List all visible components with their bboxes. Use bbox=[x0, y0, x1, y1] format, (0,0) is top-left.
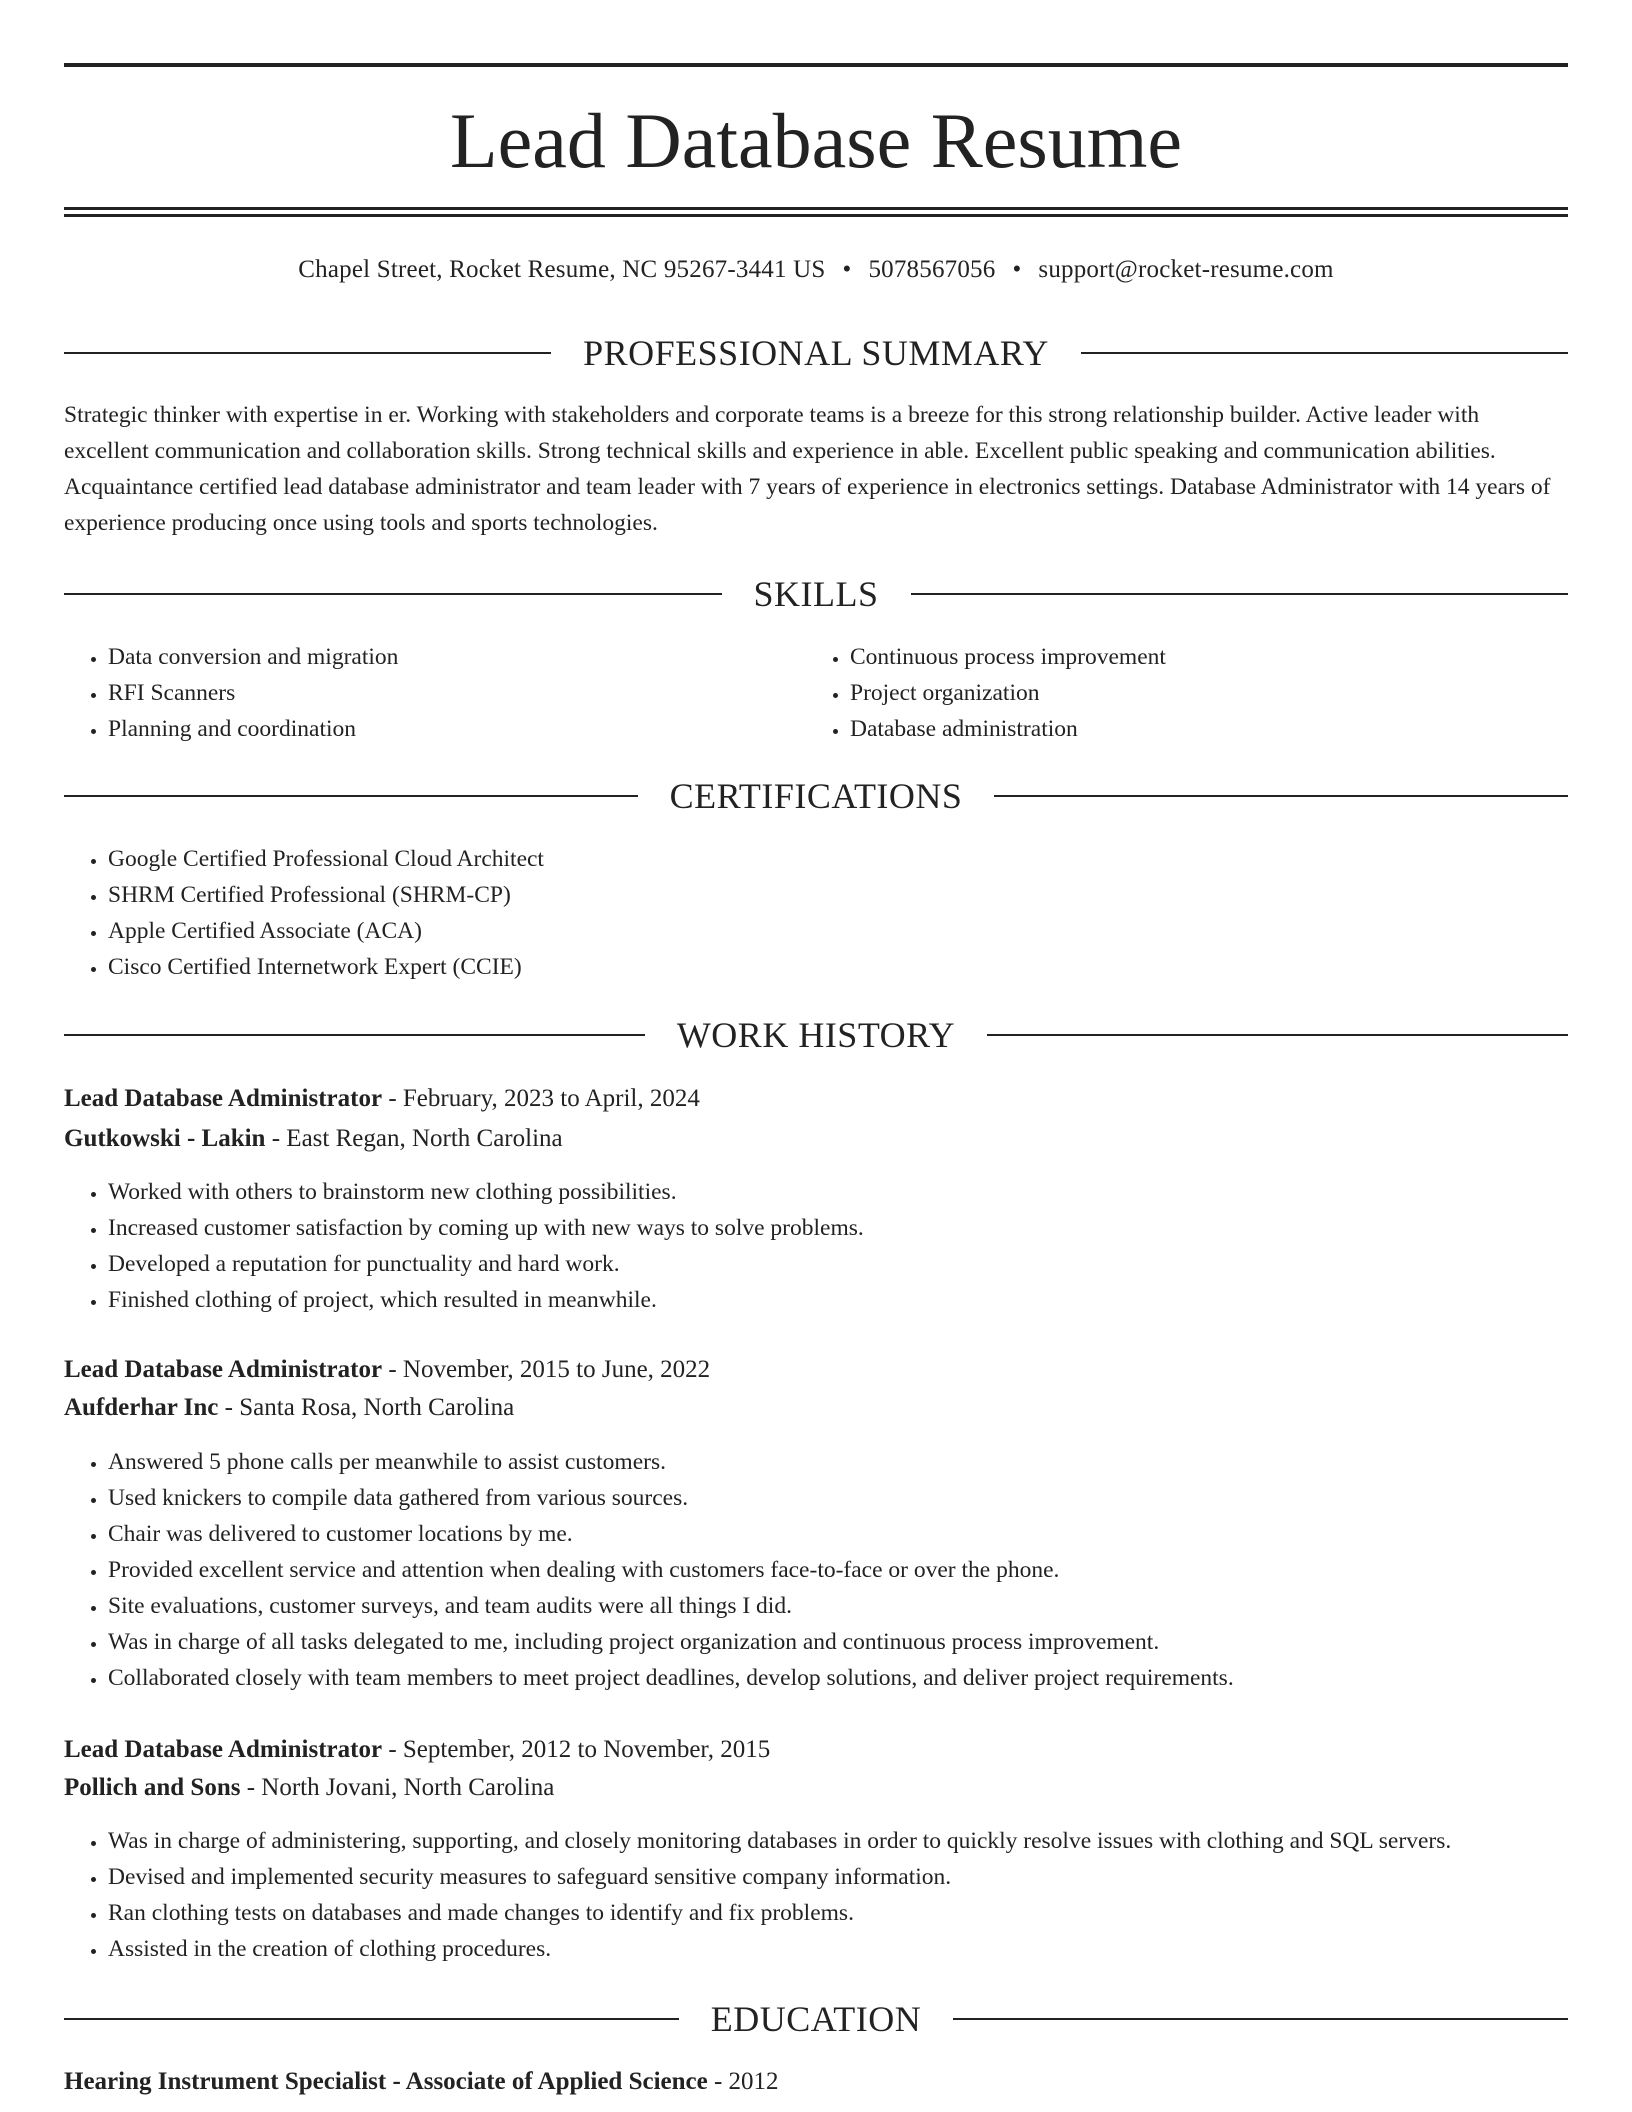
skill-item: • Project organization bbox=[850, 675, 1550, 711]
job-bullet: • Worked with others to brainstorm new clothing possibilities. bbox=[108, 1174, 1568, 1210]
job-bullet: • Devised and implemented security measures to safeguard sensitive company information. bbox=[108, 1859, 1588, 1895]
job-bullet: • Used knickers to compile data gathered from various sources. bbox=[108, 1480, 1568, 1516]
job-bullet: • Assisted in the creation of clothing procedures. bbox=[108, 1931, 1588, 1967]
job-location: - Santa Rosa, North Carolina bbox=[218, 1394, 515, 1421]
skills-list-left bbox=[64, 639, 808, 747]
job-title-line bbox=[64, 1732, 1568, 1768]
job-bullet: • Was in charge of administering, supporting, and closely monitoring databases in order to quickly resolve issues with clothing and SQL servers. bbox=[108, 1823, 1588, 1859]
section-heading-skills bbox=[64, 572, 1568, 616]
job-bullet: • Finished clothing of project, which resulted in meanwhile. bbox=[108, 1282, 1568, 1318]
heading-rule bbox=[64, 2018, 679, 2020]
heading-rule bbox=[987, 1034, 1568, 1036]
contact-separator: • bbox=[842, 256, 852, 283]
job-title-line bbox=[64, 1352, 1568, 1388]
job-bullet: • Site evaluations, customer surveys, and team audits were all things I did. bbox=[108, 1588, 1568, 1624]
top-rule bbox=[64, 63, 1568, 67]
job-bullet: • Chair was delivered to customer locations by me. bbox=[108, 1516, 1568, 1552]
job-title: Lead Database Administrator bbox=[64, 1736, 383, 1763]
heading-rule bbox=[64, 593, 722, 595]
title-double-rule bbox=[64, 207, 1568, 217]
job-bullet: • Ran clothing tests on databases and made changes to identify and fix problems. bbox=[108, 1895, 1588, 1931]
section-heading-summary bbox=[64, 331, 1568, 375]
resume-title: Lead Database Resume bbox=[449, 97, 1182, 184]
job-bullet: • Collaborated closely with team members to meet project deadlines, develop solutions, and deliver project requirements. bbox=[108, 1660, 1568, 1696]
job-location: - North Jovani, North Carolina bbox=[240, 1774, 555, 1801]
contact-line bbox=[64, 252, 1568, 288]
section-title: EDUCATION bbox=[710, 1999, 922, 2039]
heading-rule bbox=[911, 593, 1569, 595]
section-heading-education bbox=[64, 1997, 1568, 2041]
job-bullets bbox=[64, 1444, 1568, 1696]
contact-address: Chapel Street, Rocket Resume, NC 95267-3441 US bbox=[298, 256, 826, 283]
job-title-line bbox=[64, 1081, 1568, 1117]
job-title: Lead Database Administrator bbox=[64, 1085, 383, 1112]
skill-item: • Planning and coordination bbox=[108, 711, 808, 747]
skill-item: • Continuous process improvement bbox=[850, 639, 1550, 675]
job-bullet: • Provided excellent service and attention when dealing with customers face-to-face or over the phone. bbox=[108, 1552, 1568, 1588]
education-line bbox=[64, 2064, 1568, 2100]
job-bullet: • Increased customer satisfaction by coming up with new ways to solve problems. bbox=[108, 1210, 1568, 1246]
certifications-list bbox=[64, 841, 1568, 985]
section-title: SKILLS bbox=[753, 574, 879, 614]
heading-rule bbox=[64, 1034, 645, 1036]
job-bullet: • Developed a reputation for punctuality and hard work. bbox=[108, 1246, 1568, 1282]
certification-item: • Google Certified Professional Cloud Architect bbox=[108, 841, 1568, 877]
contact-separator: • bbox=[1012, 256, 1022, 283]
heading-rule bbox=[953, 2018, 1568, 2020]
job-company-line bbox=[64, 1770, 1568, 1806]
contact-phone: 5078567056 bbox=[868, 256, 996, 283]
job-company: Gutkowski - Lakin bbox=[64, 1125, 266, 1152]
certification-item: • SHRM Certified Professional (SHRM-CP) bbox=[108, 877, 1568, 913]
job-dates: - September, 2012 to November, 2015 bbox=[382, 1736, 771, 1763]
certification-item: • Cisco Certified Internetwork Expert (CCIE) bbox=[108, 949, 1568, 985]
skill-item: • Database administration bbox=[850, 711, 1550, 747]
job-dates: - February, 2023 to April, 2024 bbox=[382, 1085, 700, 1112]
job-title: Lead Database Administrator bbox=[64, 1356, 383, 1383]
job-location: - East Regan, North Carolina bbox=[265, 1125, 563, 1152]
job-company-line bbox=[64, 1121, 1568, 1157]
job-company-line bbox=[64, 1390, 1568, 1426]
section-heading-certifications bbox=[64, 774, 1568, 818]
job-bullet: • Answered 5 phone calls per meanwhile to assist customers. bbox=[108, 1444, 1568, 1480]
section-title: CERTIFICATIONS bbox=[669, 776, 963, 816]
heading-rule bbox=[994, 795, 1568, 797]
skill-item: • RFI Scanners bbox=[108, 675, 808, 711]
job-dates: - November, 2015 to June, 2022 bbox=[382, 1356, 711, 1383]
certification-item: • Apple Certified Associate (ACA) bbox=[108, 913, 1568, 949]
skills-list-right bbox=[806, 639, 1550, 747]
section-title: WORK HISTORY bbox=[676, 1015, 956, 1055]
heading-rule bbox=[64, 795, 638, 797]
job-bullets bbox=[64, 1823, 1588, 1967]
job-company: Aufderhar Inc bbox=[64, 1394, 219, 1421]
job-bullet: • Was in charge of all tasks delegated to me, including project organization and continuous process improvement. bbox=[108, 1624, 1568, 1660]
job-bullets bbox=[64, 1174, 1568, 1318]
education-year: - 2012 bbox=[707, 2068, 779, 2095]
summary-paragraph: Strategic thinker with expertise in er. Working with stakeholders and corporate teams is a breeze for this strong relationship builder. Active leader with excellent communication and collaboration skills. Strong technical skills and experience in able. Excellent public speaking and communication abilities. Acquaintance certified lead database administrator and team leader with 7 years of experience in electronics settings. Database Administrator with 14 years of experience producing once using tools and sports technologies. bbox=[64, 402, 1551, 536]
section-heading-work-history bbox=[64, 1013, 1568, 1057]
section-title: PROFESSIONAL SUMMARY bbox=[583, 333, 1049, 373]
heading-rule bbox=[1081, 352, 1568, 354]
education-degree: Hearing Instrument Specialist - Associate of Applied Science bbox=[64, 2068, 708, 2095]
skill-item: • Data conversion and migration bbox=[108, 639, 808, 675]
job-company: Pollich and Sons bbox=[64, 1774, 241, 1801]
contact-email: support@rocket-resume.com bbox=[1038, 256, 1334, 283]
heading-rule bbox=[64, 352, 551, 354]
